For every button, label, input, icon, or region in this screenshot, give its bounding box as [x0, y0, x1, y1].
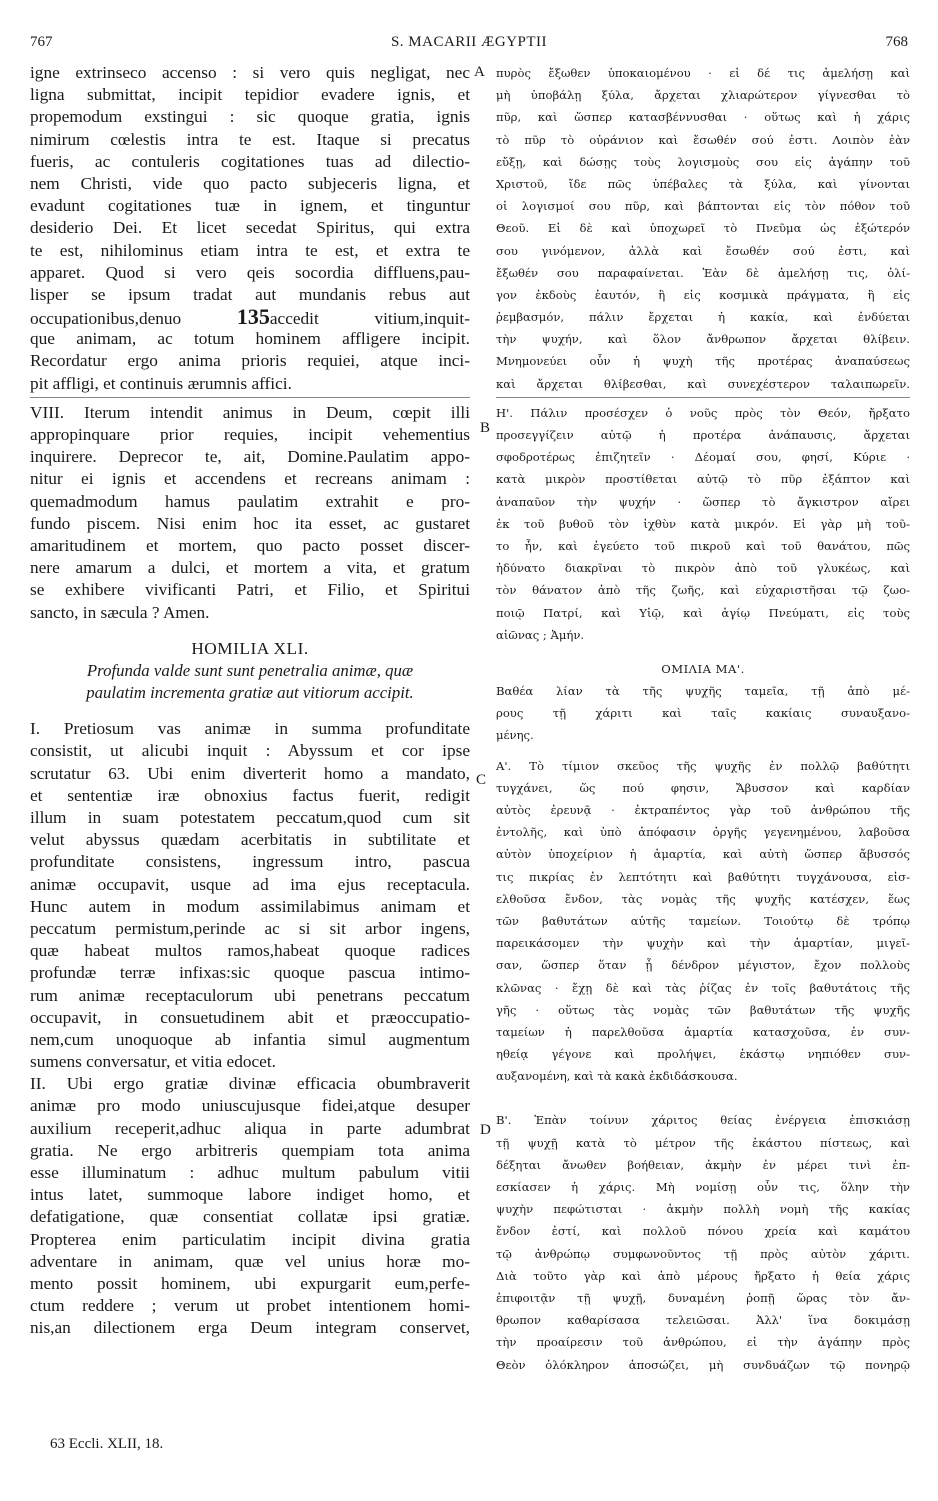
text-line: σου γινόμενον, ἀλλὰ καὶ ἔσωθέν σού ἐστι, καὶ [496, 243, 910, 258]
text-line: defatigatione, quæ consentiat collatæ ipsi gratiæ. [30, 1207, 470, 1227]
text-line: ταμείων ἡ παρελθοῦσα ἁμαρτία κατασχοῦσα, ἐν συν- [496, 1024, 910, 1039]
text-line: que animam, ac totum hominem affligere incipit. [30, 329, 470, 349]
text-line: μὴ ὑποβάλῃ ξύλα, ἄρχεται χλιαρώτερον γίγνεσθαι τὸ [496, 88, 910, 103]
page-number-right: 768 [885, 34, 908, 50]
text-line: αυξανομένη, καὶ τὰ κακὰ ἐκδιδάσκουσα. [496, 1069, 738, 1084]
text-line: Θεοῦ. Εἰ δὲ καὶ ὑποχωρεῖ τὸ Πνεῦμα ὡς ἐξώτερόν [496, 221, 910, 236]
text-line: lisper se ipsum tradat aut mundanis rebus aut [30, 284, 470, 304]
rule [30, 397, 470, 398]
text-line: amaritudinem et mortem, quo pacto posset discer- [30, 535, 470, 555]
section-marker-d: D [480, 1122, 491, 1138]
greek-column [496, 62, 910, 1376]
text-line: mento possit hominem, ubi expurgarit eum,perfe- [30, 1273, 470, 1293]
column-number: 135 [236, 306, 270, 329]
text-line: profundæ terræ infixas:sic quoque pascua intimo- [30, 963, 470, 983]
homily-subtitle: ρους τῇ χάριτι καὶ ταῖς κακίαις συναυξανο- [496, 706, 910, 721]
text-line: σαν, ὥσπερ ὅταν ᾖ δένδρον μέγιστον, ἔχον πολλοὺς [496, 958, 910, 973]
text-line: nem Christi, vide quo pacto subjeceris ligna, et [30, 173, 470, 193]
text-line: τὸ πῦρ τὸ οὐράνιον καὶ ἔσωθέν σού ἐστι. Λοιπὸν ἐὰν [496, 132, 910, 147]
text-fragment: occupationibus,denuo [30, 309, 182, 329]
text-line: ποιῷ Πατρί, καὶ Υἱῷ, καὶ ἁγίῳ Πνεύματι, εἰς τοὺς [496, 605, 910, 620]
text-line: ἔξωθέν σου παραφαίνεται. Ἐὰν δὲ ἀμελήσῃ τις, ὀλί- [496, 265, 910, 280]
text-line: igne extrinseco accenso : si vero quis negligat, nec [30, 63, 470, 82]
text-line: pit affligi, et continuis ærumnis affici. [30, 373, 292, 393]
text-line: καὶ ἄρχεται θλίβεσθαι, καὶ συνεχέστερον ταλαιπωρεῖν. [496, 376, 910, 391]
text-line: rum animæ receptaculorum ubi penetrans peccatum [30, 985, 470, 1005]
homily-subtitle: Βαθέα λίαν τὰ τῆς ψυχῆς ταμεῖα, τῇ ἀπὸ μέ- [496, 684, 910, 699]
text-line: profunditate consistens, ingressum intro, pascua [30, 852, 470, 872]
text-line: οἱ λογισμοί σου πῦρ, καὶ βάπτονται εἰς τὸν πόθον τοῦ [496, 199, 910, 214]
text-line: Propterea enim particulatim incipit divina gratia [30, 1229, 470, 1249]
text-line: εσκίασεν ἡ χάρις. Μὴ νομίσῃ οὖν τις, ὅλην τὴν [496, 1180, 910, 1194]
running-title: S. MACARII ÆGYPTII [390, 34, 548, 50]
text-line: ἐκ τοῦ βυθοῦ τὸν ἰχθὺν κατὰ μικρόν. Εἰ γὰρ μὴ τοῦ- [496, 516, 910, 531]
text-line: ἐπιφοιτᾷν τῇ ψυχῇ, δυναμένη ῥοπῇ ὥρας τὸν ἄν- [496, 1290, 910, 1305]
text-line: ligna submittat, incipit tepidior evadere ignis, et [30, 85, 470, 105]
text-line: occupavit, in consuetudinem abit et præoccupatio- [30, 1007, 470, 1027]
text-line: nitur ei ignis et accendens et recreans animam : [30, 469, 470, 489]
text-line: consistit, ut alicubi inquit : Abyssum et cor ipse [30, 741, 470, 761]
text-line: nimirum cœlestis intra te est. Itaque si precatus [30, 129, 470, 149]
text-line: Η'. Πάλιν προσέσχεν ὁ νοῦς πρὸς τὸν Θεόν, ἤρξατο [496, 405, 910, 420]
section-marker-c: C [476, 772, 487, 788]
text-line: te est, nihilominus etiam intra te est, et extra te [30, 240, 470, 260]
text-line: sumens conversatur, et vitia edocet. [30, 1052, 276, 1072]
text-line: scrutatur 63. Ubi enim diverterit homo a mandato, [30, 763, 470, 783]
text-fragment: accedit vitium,inquit- [269, 309, 470, 329]
homily-subtitle: Profunda valde sunt sunt penetralia animæ, quæ [86, 660, 414, 680]
text-line: Α'. Τὸ τίμιον σκεῦος τῆς ψυχῆς ἐν πολλῷ βαθύτητι [496, 758, 910, 773]
text-line: II. Ubi ergo gratiæ divinæ efficacia obumbraverit [30, 1074, 470, 1094]
text-line: esse illuminatum : adhuc multum pabulum vitii [30, 1163, 470, 1182]
text-line: appropinquare prior requies, incipit vehementius [30, 425, 470, 444]
text-line: intus latet, summoque labore indiget homo, et [30, 1185, 470, 1205]
text-line: κατὰ μικρὸν προστίθεται αὐτῷ τὸ πῦρ ἐξάπτον καὶ [496, 472, 910, 487]
text-line: εὔξῃ, καὶ δώσῃς τοὺς λογισμοὺς σου εἰς ἀγάπην τοῦ [496, 154, 910, 169]
page-number-left: 767 [30, 34, 53, 50]
text-line: auxilium receperit,adhuc aliqua in parte adumbrat [30, 1118, 470, 1138]
text-line: adventare in animam, quæ vel unius horæ mo- [30, 1251, 470, 1271]
text-line: ctum reddere ; verum ut probet intentionem homi- [30, 1296, 470, 1316]
text-line: τὴν ψυχήν, καὶ ὅλον ἄνθρωπον ἄρχεται θλίβειν. [496, 332, 910, 347]
latin-column [30, 62, 470, 1340]
text-line: animæ pro modo uniuscujusque fidei,atque desuper [30, 1096, 470, 1116]
text-line: Διὰ τοῦτο γὰρ καὶ ἀπὸ μέρους ἤρξατο ἡ θεία χάρις [496, 1268, 910, 1283]
text-line: evadunt cogitationes tuæ in ignem, et tinguntur [30, 196, 470, 216]
text-line: ἠδύνατο διακρῖναι τὸ πικρὸν ἀπὸ τοῦ γλυκέως, καὶ [496, 561, 910, 576]
text-line: nere amarum a dulci, et mortem a vita, et gratum [30, 558, 470, 578]
text-line: Μνημονεύει οὖν ἡ ψυχὴ τῆς προτέρας ἀναπαύσεως [496, 354, 910, 369]
text-line: κλῶνας · ἔχῃ δὲ καὶ τὰς ῥίζας ἐν τοῖς βαθυτάτοις τῆς [496, 980, 910, 995]
text-line: apparet. Quod si vero qeis socordia diffluens,pau- [30, 262, 470, 282]
text-line: inquirere. Deprecor te, ait, Domine.Paulatim appo- [30, 447, 470, 467]
text-line: γον ἐκδοὺς ἑαυτόν, ἢ εἰς κοσμικὰ πράγματα, ἢ εἰς [496, 287, 910, 302]
text-line: τυγχάνει, ὥς πού φησιν, Ἄβυσσον καὶ καρδίαν [496, 780, 910, 795]
homily-title: ΟΜΙΛΙΑ ΜΑ'. [661, 661, 745, 676]
text-line: illum in suam potestatem peccatum,quod cum sit [30, 808, 470, 827]
rule [496, 397, 910, 398]
text-line: fueris, ac contuleris cogitationes tuas ad dilectio- [30, 151, 470, 171]
text-line: προσεγγίζειν αὐτῷ ἡ προτέρα ἀνάπαυσις, ἄρχεται [496, 428, 910, 442]
text-line: VIII. Iterum intendit animus in Deum, cœpit illi [30, 402, 470, 422]
text-line: ηθείᾳ γέγονε καὶ προλήψει, ἑκάστῳ νηπιόθεν συν- [496, 1047, 910, 1062]
text-line: Hunc autem in modum assimilabimus animam et [30, 896, 470, 916]
text-line: fundo piscem. Nisi enim hoc ita esset, ac gustaret [30, 513, 470, 533]
text-line: desiderio Dei. Et licet secedat Spiritus, qui extra [30, 218, 470, 238]
text-line: ῥεμβασμόν, πάλιν ἔρχεται ἡ κακία, καὶ ἐνδύεται [496, 310, 910, 325]
running-header [30, 34, 908, 56]
text-line: ἔνδον ἐστί, καὶ πολλοῦ πόνου χρεία καὶ καμάτου [496, 1224, 910, 1239]
text-line: πῦρ, καὶ ὥσπερ κατασβέννυσθαι · οὕτως καὶ ἡ χάρις [496, 110, 910, 125]
text-line: Recordatur ergo anima prioris requiei, atque inci- [30, 351, 470, 371]
section-marker-b: B [480, 420, 491, 436]
text-line: nis,an dilectionem erga Deum integram conservet, [30, 1318, 470, 1338]
text-line: τῷ ἀνθρώπῳ συμφωνοῦντος τῇ πρὸς αὐτὸν χάριτι. [496, 1246, 910, 1261]
text-line: αὐτὸν ὑποχείριον ἡ ἁμαρτία, καὶ αὐτὴ ὥσπερ ἄβυσσός [496, 847, 910, 862]
text-line: γῆς · οὕτως τὰς νομὰς τῶν βαθυτάτων τῆς ψυχῆς [496, 1002, 910, 1017]
text-line-col-number [30, 306, 470, 328]
text-line: τῇ ψυχῇ κατὰ τὸ μέτρον τῆς ἑκάστου πίστεως, καὶ [496, 1135, 910, 1150]
text-line: Θεὸν ὁλόκληρον ἀποσώζει, μὴ συνδυάζων τῷ πονηρῷ [496, 1357, 910, 1372]
text-line: παρεικάσομεν τὴν ψυχὴν καὶ τὴν ἁμαρτίαν, μιγεῖ- [496, 936, 910, 951]
text-line: et sententiæ iræ obnoxius factus fuerit, redigit [30, 785, 470, 805]
text-line: peccatum permistum,perinde ac si sit arbor ingens, [30, 918, 470, 938]
text-line: ελθοῦσα ἔνδον, τὰς νομὰς τῆς ψυχῆς κατέσχεν, ἕως [496, 891, 910, 906]
text-line: αἰῶνας ; Ἀμήν. [496, 627, 585, 642]
homily-title: HOMILIA XLI. [191, 638, 309, 658]
footnote: 63 Eccli. XLII, 18. [50, 1436, 164, 1452]
section-marker-a: A [474, 64, 485, 80]
text-line: gratia. Ne ergo arbitreris quempiam tota anima [30, 1140, 470, 1160]
text-line: τῶν βαθυτάτων αὐτῆς ταμείων. Τοιούτῳ δὲ τρόπῳ [496, 913, 910, 928]
text-line: propemodum exstingui : sic quoque gratia, ignis [30, 107, 470, 127]
text-line: τις πικρίας ἐν λεπτότητι καὶ βαθύτητι τυγχάνουσα, εἰσ- [496, 869, 910, 884]
text-line: αὐτὸς ἐρευνᾷ · ἐκτραπέντος γὰρ τοῦ ἀνθρώπου τῆς [496, 803, 910, 817]
text-line: I. Pretiosum vas animæ in summa profunditate [30, 719, 470, 739]
text-line: quemadmodum hamus paulatim extrahit e pro- [30, 491, 470, 511]
text-line: sancto, in sæcula ? Amen. [30, 602, 210, 622]
text-line: se exhibere vivificanti Patri, et Filio, et Spiritui [30, 580, 470, 600]
text-line: Β'. Ἐπὰν τοίνυν χάριτος θείας ἐνέργεια ἐπισκιάσῃ [496, 1113, 910, 1128]
text-line: σφοδροτέρως ἐπιζητεῖν · Δέομαί σου, φησί, Κύριε · [496, 450, 910, 465]
text-line: θρωπον καθαρίσασα τελειῶσαι. Ἀλλ' ἵνα δοκιμάσῃ [496, 1313, 910, 1328]
homily-subtitle: paulatim incrementa gratiæ aut vitiorum accipit. [86, 683, 414, 703]
text-line: ἐντολῆς, καὶ ὑπὸ ἀπόφασιν ὀργῆς γεγενημένου, λαβοῦσα [496, 825, 910, 840]
text-line: Χριστοῦ, ἴδε πῶς ὑπέβαλες τὰ ξύλα, καὶ γίνονται [496, 176, 910, 191]
text-line: quæ habeat multos ramos,habeat quoque radices [30, 941, 470, 961]
text-line: velut abyssus quædam acerbitatis in subtilitate et [30, 830, 470, 850]
homily-subtitle: μένης. [496, 728, 534, 743]
text-line: πυρὸς ἔξωθεν ὑποκαιομένου · εἰ δέ τις ἀμελήσῃ καὶ [496, 66, 910, 80]
text-line: τὸν θάνατον ἀπὸ τῆς ζωῆς, καὶ εὐχαριστῆσαι τῷ ζωο- [496, 583, 910, 598]
text-line: nem,cum unoquoque ab infantia simul augmentum [30, 1029, 470, 1049]
text-line: τὴν προαίρεσιν τοῦ ἀνθρώπου, εἰ τὴν ἀγάπην πρὸς [496, 1335, 910, 1350]
text-line: το ἦν, καὶ ἐγεύετο τοῦ πικροῦ καὶ τοῦ θανάτου, πῶς [496, 538, 910, 553]
text-line: ἀναπαῦον τὴν ψυχήν · ὥσπερ τὸ ἄγκιστρον αἴρει [496, 494, 910, 509]
text-line: δέξηται ἄνωθεν βοήθειαν, ἀκμὴν ἐν μέρει τινὶ ἐπ- [496, 1157, 910, 1172]
text-line: ψυχὴν πεφώτισται · ἀκμὴν πολλὴ νομὴ τῆς κακίας [496, 1202, 910, 1217]
text-line: animæ occupavit, usque ad ima ejus receptacula. [30, 874, 470, 894]
